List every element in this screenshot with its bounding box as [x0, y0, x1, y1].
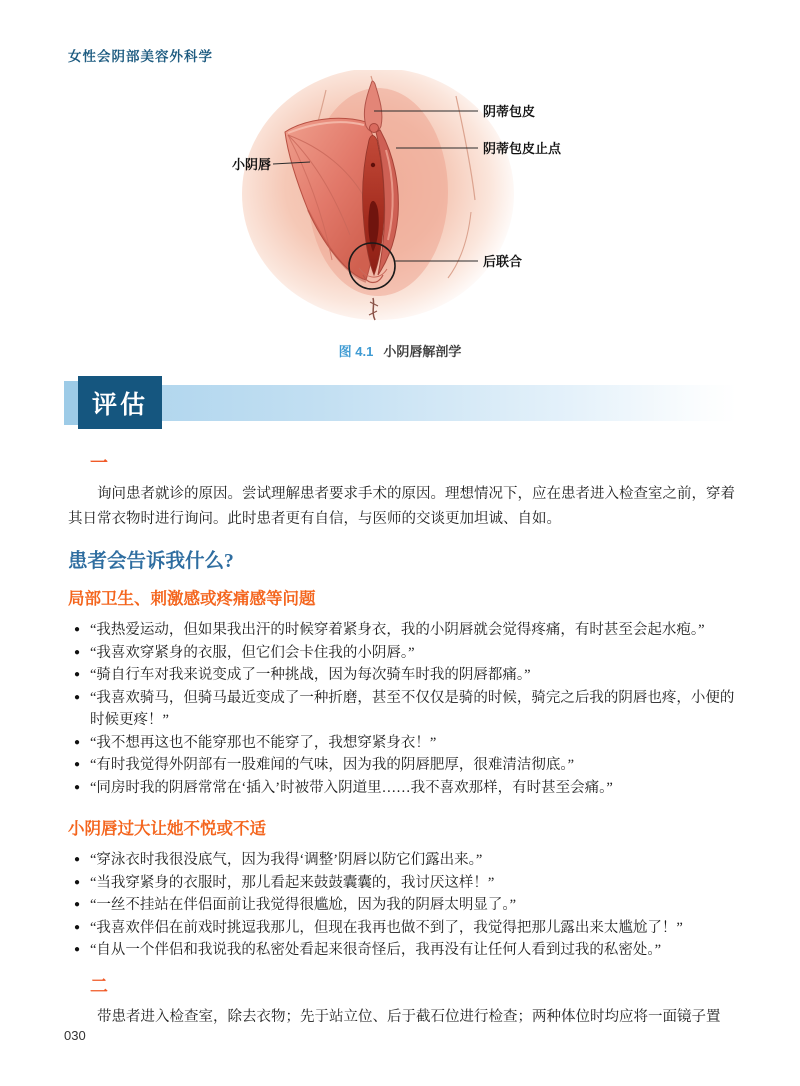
- patient-quote-item: [68, 939, 735, 962]
- main-content: [68, 447, 735, 1030]
- bullet-dot-icon: ●: [74, 876, 81, 888]
- quote-text: “我喜欢伴侣在前戏时挑逗我那儿，但现在我再也做不到了，我觉得把那儿露出来太尴尬了！”: [90, 919, 683, 936]
- bullet-dot-icon: ●: [74, 854, 81, 865]
- patient-quote-item: [68, 754, 735, 777]
- patient-quote-item: [68, 894, 735, 917]
- quote-text: “一丝不挂站在伴侣面前让我觉得很尴尬，因为我的阴唇太明显了。”: [90, 897, 517, 913]
- bullet-dot-icon: ●: [74, 624, 81, 635]
- anatomy-illustration: [228, 70, 572, 330]
- subheading-labia-size: 小阴唇过大让她不悦或不适: [68, 820, 266, 838]
- patient-quote-list-1: [68, 619, 735, 799]
- quote-text: “我喜欢穿紧身的衣服，但它们会卡住我的小阴唇。”: [90, 644, 415, 661]
- bullet-dot-icon: ●: [74, 921, 81, 933]
- intro-paragraph: 询问患者就诊的原因。尝试理解患者要求手术的原因。理想情况下，应在患者进入检查室之前，穿着其日常衣物时进行询问。此时患者更有自信，与医师的交谈更加坦诚、自如。: [68, 486, 735, 527]
- figure-4-1: [228, 70, 572, 360]
- bullet-dot-icon: ●: [74, 781, 81, 793]
- bullet-dot-icon: ●: [74, 759, 81, 770]
- figure-caption-text: 小阴唇解剖学: [383, 344, 462, 359]
- patient-quote-item: [68, 917, 735, 940]
- patient-quote-item: [68, 664, 735, 687]
- label-hood-insertion: 阴蒂包皮止点: [483, 141, 562, 156]
- quote-text: “骑自行车对我来说变成了一种挑战，因为每次骑车时我的阴唇都痛。”: [90, 667, 531, 683]
- patient-quote-item: [68, 732, 735, 755]
- patient-quote-item: [68, 849, 735, 872]
- banner-gradient-band: [64, 385, 737, 421]
- question-heading: 患者会告诉我什么?: [68, 551, 234, 572]
- patient-quote-item: [68, 872, 735, 895]
- patient-quote-item: [68, 642, 735, 665]
- step-two-numeral: 二: [90, 975, 108, 996]
- section-banner: [64, 376, 737, 429]
- quote-text: “穿泳衣时我很没底气，因为我得‘调整’阴唇以防它们露出来。”: [90, 852, 483, 868]
- quote-text: “我喜欢骑马，但骑马最近变成了一种折磨，甚至不仅仅是骑的时候，骑完之后我的阴唇也疼，小便的时候更疼！”: [90, 689, 735, 728]
- patient-quote-item: [68, 687, 735, 732]
- figure-caption: [228, 341, 572, 360]
- label-labia-minora: 小阴唇: [232, 157, 272, 172]
- banner-title-box: [78, 376, 162, 429]
- label-clitoral-hood: 阴蒂包皮: [483, 104, 536, 119]
- step-one-numeral: 一: [90, 453, 108, 473]
- bullet-dot-icon: ●: [74, 669, 81, 680]
- quote-text: “同房时我的阴唇常常在‘插入’时被带入阴道里……我不喜欢那样，有时甚至会痛。”: [90, 779, 613, 796]
- banner-left-tab: [64, 381, 78, 425]
- quote-text: “我不想再这也不能穿那也不能穿了，我想穿紧身衣！”: [90, 734, 437, 751]
- quote-text: “我热爱运动，但如果我出汗的时候穿着紧身衣，我的小阴唇就会觉得疼痛，有时甚至会起水疱。”: [90, 622, 705, 638]
- bullet-dot-icon: ●: [74, 691, 81, 703]
- bullet-dot-icon: ●: [74, 736, 81, 748]
- exam-paragraph: 带患者进入检查室，除去衣物；先于站立位、后于截石位进行检查；两种体位时均应将一面镜子置: [97, 1008, 721, 1025]
- subheading-hygiene-irritation: 局部卫生、刺激感或疼痛感等问题: [68, 590, 316, 608]
- bullet-dot-icon: ●: [74, 646, 81, 658]
- label-posterior-commissure: 后联合: [483, 254, 523, 269]
- patient-quote-item: [68, 619, 735, 642]
- quote-text: “有时我觉得外阴部有一股难闻的气味，因为我的阴唇肥厚，很难清洁彻底。”: [90, 757, 575, 773]
- running-head: 女性会阴部美容外科学: [68, 49, 213, 64]
- quote-text: “自从一个伴侣和我说我的私密处看起来很奇怪后，我再没有让任何人看到过我的私密处。”: [90, 942, 662, 958]
- bullet-dot-icon: ●: [74, 944, 81, 955]
- patient-quote-list-2: [68, 849, 735, 962]
- patient-quote-item: [68, 777, 735, 800]
- section-title: 评估: [91, 390, 148, 419]
- urethral-opening: [371, 163, 375, 167]
- figure-caption-label: 图 4.1: [338, 344, 374, 359]
- bullet-dot-icon: ●: [74, 899, 81, 910]
- quote-text: “当我穿紧身的衣服时，那儿看起来鼓鼓囊囊的，我讨厌这样！”: [90, 874, 495, 891]
- page-number: 030: [64, 1028, 86, 1043]
